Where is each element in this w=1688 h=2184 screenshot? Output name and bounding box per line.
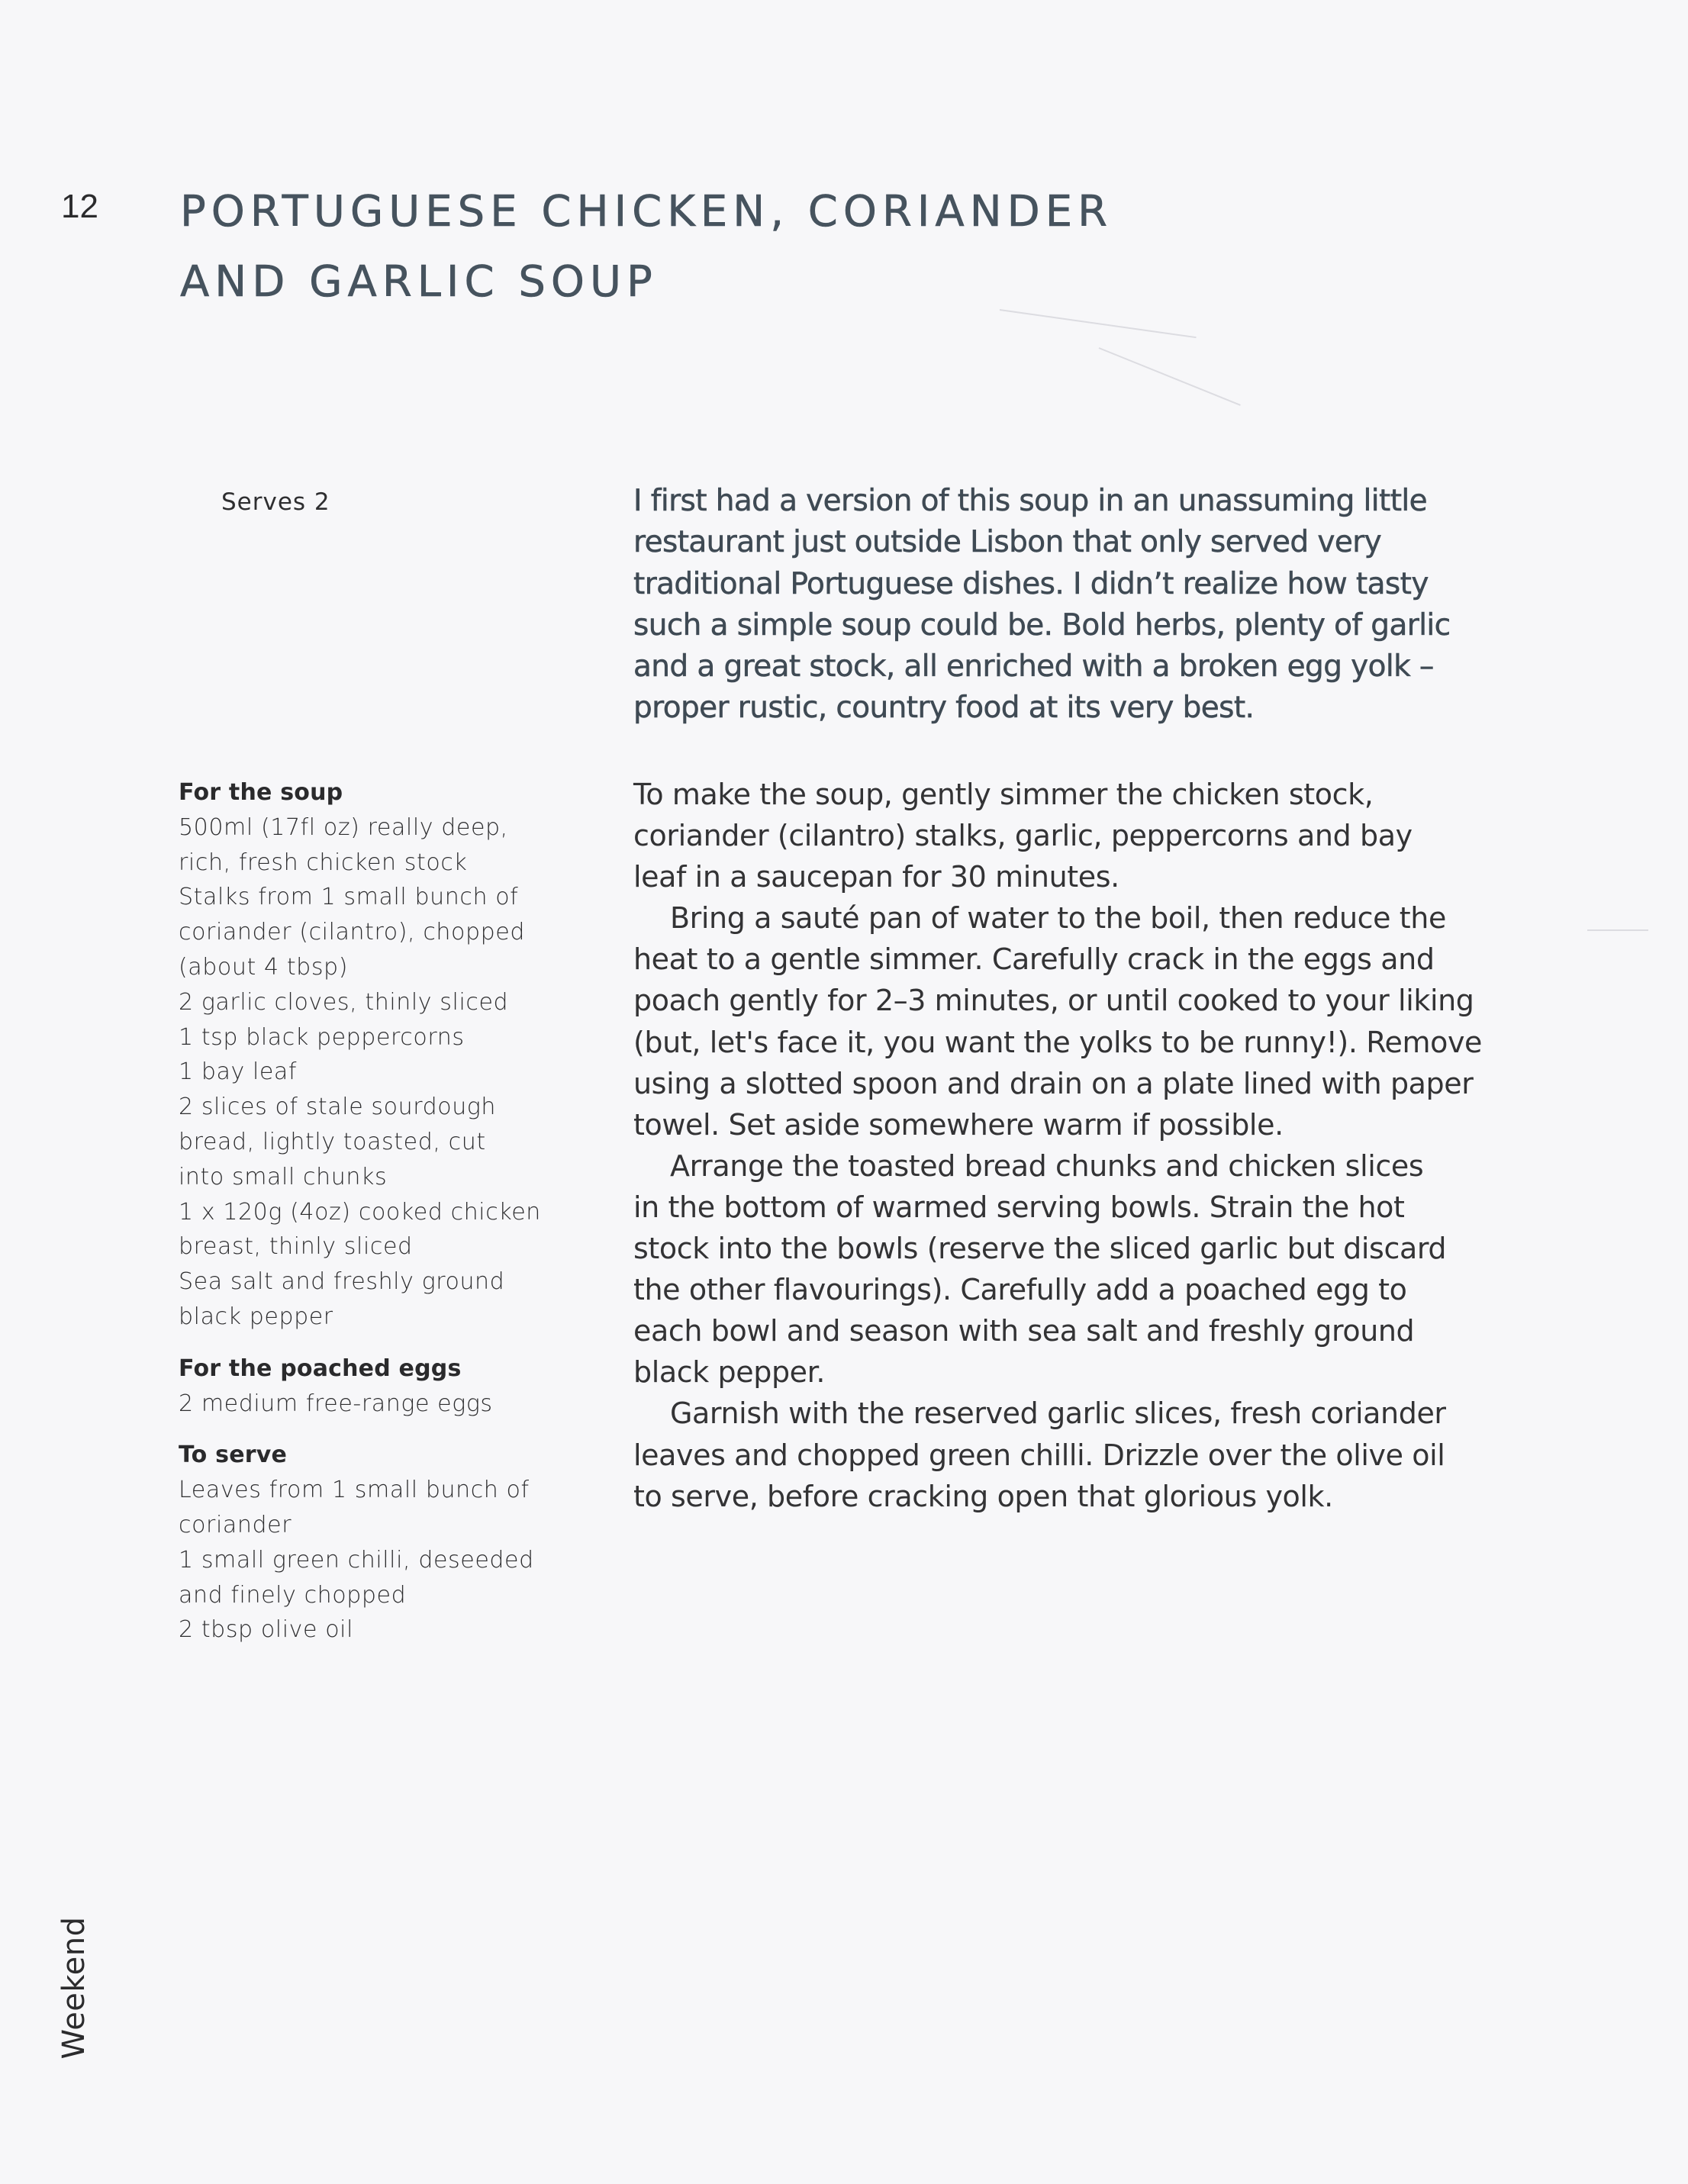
ingredient-text: (about 4 tbsp) xyxy=(179,953,349,981)
method-line: Bring a sauté pan of water to the boil, then reduce the xyxy=(670,901,1446,936)
ingredient-text: black pepper xyxy=(179,1303,333,1330)
ingredient-item xyxy=(179,985,606,1020)
ingredient-group-poached-eggs xyxy=(179,1351,606,1422)
method-line: leaves and chopped green chilli. Drizzle over the olive oil xyxy=(633,1438,1445,1472)
intro-line: and a great stock, all enriched with a broken egg yolk – xyxy=(633,649,1434,685)
ingredient-text: 2 garlic cloves, thinly sliced xyxy=(179,988,509,1016)
intro-line: such a simple soup could be. Bold herbs, plenty of garlic xyxy=(633,607,1451,643)
ingredient-group-heading: For the soup xyxy=(179,779,343,806)
ingredient-text: rich, fresh chicken stock xyxy=(179,849,468,876)
ingredient-text: and finely chopped xyxy=(179,1581,407,1609)
method-paragraph xyxy=(633,1393,1534,1516)
intro-line: restaurant just outside Lisbon that only served very xyxy=(633,525,1382,560)
ingredient-item xyxy=(179,880,606,984)
method-line: leaf in a saucepan for 30 minutes. xyxy=(633,860,1119,894)
method-line: To make the soup, gently simmer the chicken stock, xyxy=(633,778,1374,811)
method-line: heat to a gentle simmer. Carefully crack in the eggs and xyxy=(633,942,1435,977)
method-line: (but, let's face it, you want the yolks to be runny!). Remove xyxy=(633,1025,1483,1059)
ingredient-item xyxy=(179,1612,606,1648)
method-paragraph xyxy=(633,774,1534,897)
ingredient-item xyxy=(179,1090,606,1194)
scan-mark xyxy=(1099,347,1241,406)
ingredient-text: breast, thinly sliced xyxy=(179,1233,413,1261)
method-line: each bowl and season with sea salt and freshly ground xyxy=(633,1314,1415,1348)
intro-line: I first had a version of this soup in an unassuming little xyxy=(633,484,1428,518)
ingredient-item xyxy=(179,1055,606,1090)
method-line: to serve, before cracking open that glorious yolk. xyxy=(633,1479,1333,1513)
method-line: black pepper. xyxy=(633,1355,826,1390)
ingredient-text: coriander (cilantro), chopped xyxy=(179,919,525,946)
ingredient-item xyxy=(179,1264,606,1335)
ingredient-item xyxy=(179,810,606,881)
ingredient-text: 2 slices of stale sourdough xyxy=(179,1094,497,1121)
method-paragraph xyxy=(633,1145,1534,1393)
ingredient-item xyxy=(179,1387,606,1422)
recipe-title-line: PORTUGUESE CHICKEN, CORIANDER xyxy=(180,187,1113,237)
ingredient-text: 500ml (17fl oz) really deep, xyxy=(179,813,508,841)
method-line: coriander (cilantro) stalks, garlic, peppercorns and bay xyxy=(633,819,1413,853)
method-line: the other flavourings). Carefully add a poached egg to xyxy=(633,1273,1407,1307)
method-line: stock into the bowls (reserve the sliced garlic but discard xyxy=(633,1232,1447,1266)
ingredient-text: bread, lightly toasted, cut xyxy=(179,1128,486,1155)
ingredient-item xyxy=(179,1543,606,1613)
ingredient-group-heading: To serve xyxy=(179,1442,288,1469)
ingredient-text: Sea salt and freshly ground xyxy=(179,1268,505,1296)
scan-mark xyxy=(1587,929,1648,931)
ingredient-group-soup xyxy=(179,775,606,1335)
intro-line: proper rustic, country food at its very best. xyxy=(633,691,1255,726)
recipe-title-line: AND GARLIC SOUP xyxy=(180,257,658,307)
ingredient-text: 1 tsp black peppercorns xyxy=(179,1023,465,1051)
ingredient-text: Leaves from 1 small bunch of xyxy=(179,1477,530,1504)
ingredient-text: 2 medium free-range eggs xyxy=(179,1390,493,1417)
method-line: Arrange the toasted bread chunks and chicken slices xyxy=(670,1148,1424,1183)
ingredient-text: 2 tbsp olive oil xyxy=(179,1616,354,1644)
ingredient-group-heading: For the poached eggs xyxy=(179,1355,462,1382)
method-line: towel. Set aside somewhere warm if possible. xyxy=(633,1107,1284,1142)
recipe-title xyxy=(180,177,1113,317)
ingredient-text: Stalks from 1 small bunch of xyxy=(179,884,519,911)
method-line: Garnish with the reserved garlic slices, fresh coriander xyxy=(670,1396,1446,1431)
ingredients-list xyxy=(179,775,606,1664)
recipe-intro xyxy=(633,481,1511,730)
ingredient-text: into small chunks xyxy=(179,1163,388,1190)
serves-label: Serves 2 xyxy=(221,488,330,516)
ingredient-item xyxy=(179,1020,606,1055)
method-paragraph xyxy=(633,897,1534,1145)
ingredient-item xyxy=(179,1473,606,1543)
method-line: in the bottom of warmed serving bowls. Strain the hot xyxy=(633,1190,1405,1224)
section-label: Weekend xyxy=(56,1916,92,2060)
method-line: poach gently for 2–3 minutes, or until cooked to your liking xyxy=(633,984,1474,1018)
ingredient-text: 1 bay leaf xyxy=(179,1058,298,1086)
page-number: 12 xyxy=(61,188,98,225)
ingredient-text: 1 x 120g (4oz) cooked chicken xyxy=(179,1198,541,1226)
intro-line: traditional Portuguese dishes. I didn’t realize how tasty xyxy=(633,566,1429,601)
ingredient-text: coriander xyxy=(179,1511,292,1538)
method-steps xyxy=(633,774,1534,1517)
ingredient-item xyxy=(179,1195,606,1265)
ingredient-text: 1 small green chilli, deseeded xyxy=(179,1546,534,1574)
section-tab xyxy=(55,1915,93,2060)
ingredient-group-to-serve xyxy=(179,1438,606,1648)
method-line: using a slotted spoon and drain on a plate lined with paper xyxy=(633,1066,1474,1100)
